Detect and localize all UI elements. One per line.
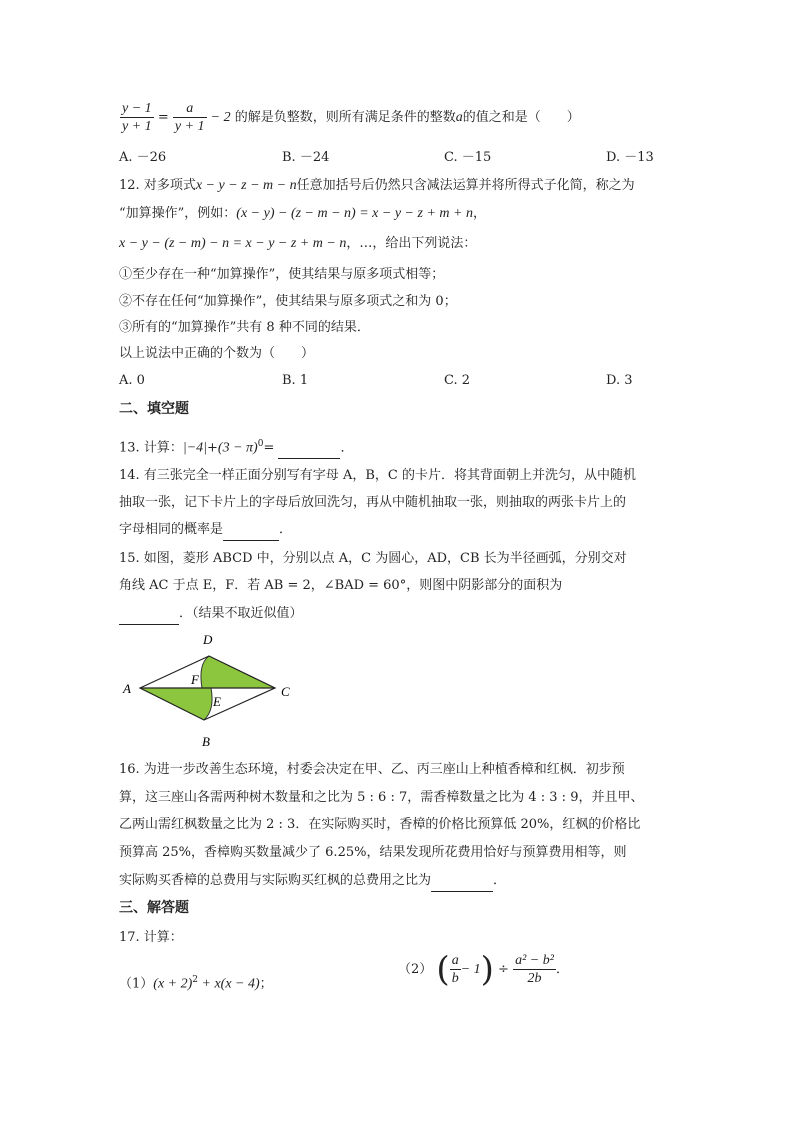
q16-line1: 16. 为进一步改善生态环境，村委会决定在甲、乙、丙三座山上种植香樟和红枫．初步预 [119, 762, 625, 777]
numerator: a² − b² [515, 953, 554, 968]
label-a: A [123, 681, 131, 696]
left-paren: ( [436, 949, 450, 990]
part-label: （1） [119, 976, 154, 992]
q13-line [119, 434, 354, 459]
label-c: C [281, 684, 290, 699]
minus-one: − 1 [460, 962, 481, 977]
q16-line5-text: 实际购买香樟的总费用与实际购买红枫的总费用之比为 [119, 873, 432, 888]
label-b: B [202, 734, 210, 749]
exponent: 0 [257, 439, 264, 449]
q17-title: 17. 计算： [119, 930, 183, 945]
q17-part2 [398, 949, 569, 990]
polynomial: x − y − z − m − n [195, 178, 297, 193]
plus: + [207, 440, 218, 456]
denominator: y + 1 [174, 119, 205, 134]
q15-line1: 15. 如图，菱形 ABCD 中，分别以点 A，C 为圆心，AD，CB 长为半径画弧，分别交对 [119, 551, 627, 566]
answer-blank[interactable] [278, 438, 340, 459]
section-heading-answer: 三、解答题 [119, 900, 189, 916]
minus-two: − 2 [210, 110, 231, 125]
q12-option-b: B. 1 [282, 373, 309, 388]
q12-example2: x − y − (z − m) − n = x − y − z + m − n [119, 236, 347, 251]
part-label: （2） [398, 962, 433, 977]
q14-line2: 抽取一张，记下卡片上的字母后放回洗匀，再从中随机抽取一张，则抽取的两张卡片上的 [119, 495, 627, 510]
answer-blank[interactable] [223, 520, 279, 541]
q12-statement-3: ③所有的“加算操作”共有 8 种不同的结果． [119, 320, 370, 335]
exponent: 2 [192, 975, 199, 985]
question-number: 13. [119, 440, 140, 456]
q11-option-c: C. －15 [444, 150, 492, 165]
q11-text2: 的值之和是（ ） [462, 110, 580, 125]
punct: ． [555, 962, 569, 977]
numerator: y − 1 [122, 101, 152, 116]
q11-equation-line [120, 100, 580, 135]
equals: = [157, 110, 169, 125]
q12-line3 [119, 234, 476, 254]
divide-sign: ÷ [498, 962, 509, 977]
var-a: a [455, 110, 463, 125]
denominator: 2b [527, 971, 542, 986]
label-d: D [203, 632, 213, 647]
fraction [513, 952, 556, 987]
product-term: + x(x − 4) [198, 976, 260, 992]
q12-option-c: C. 2 [444, 373, 471, 388]
label-f: F [191, 672, 199, 687]
q15-line2: 角线 AC 于点 E，F．若 AB = 2，∠BAD = 60°，则图中阴影部分的面积为 [119, 578, 563, 593]
q16-line4: 预算高 25%，香樟购买数量减少了 6.25%，结果发现所花费用恰好与预算费用相等，则 [119, 845, 627, 860]
section-heading-fill-in: 二、填空题 [119, 401, 189, 417]
q11-option-b: B. －24 [282, 150, 330, 165]
q12-line1 [119, 176, 635, 196]
q17-part1 [119, 970, 273, 994]
q12-example1: (x − y) − (z − m − n) = x − y − z + m + n [236, 206, 473, 221]
q12-line3-end: ，…，给出下列说法： [346, 236, 477, 251]
power-base: (3 − π) [217, 440, 258, 456]
q15-line3 [119, 604, 303, 625]
answer-blank[interactable] [431, 871, 493, 892]
q11-text: 的解是负整数，则所有满足条件的整数 [234, 110, 456, 125]
denominator: b [451, 971, 459, 986]
q16-line2: 算，这三座山各需两种树木数量和之比为 5 : 6 : 7，需香樟数量之比为 4 : 3 : 9，并且甲、 [119, 790, 644, 805]
q12-lead: 对多项式 [143, 178, 196, 193]
punct: ， [472, 206, 486, 221]
punct: ． [340, 440, 354, 456]
q12-line2 [119, 204, 486, 224]
equals: = [263, 440, 275, 456]
q12-option-d: D. 3 [606, 373, 633, 388]
q12-line1-rest: 任意加括号后仍然只含减法运算并将所得式子化简，称之为 [296, 178, 635, 193]
rhombus-figure [118, 628, 298, 752]
q12-line2-text: “加算操作”，例如： [119, 206, 237, 221]
squared-term: (x + 2) [153, 976, 193, 992]
answer-blank[interactable] [119, 604, 179, 625]
q12-statement-1: ①至少存在一种“加算操作”，使其结果与原多项式相等； [119, 267, 445, 282]
q12-question: 以上说法中正确的个数为（ ） [119, 346, 315, 361]
q14-line3-text: 字母相同的概率是 [119, 522, 224, 537]
denominator: y + 1 [122, 119, 152, 134]
punct: ． [279, 522, 293, 537]
absolute-value: |−4| [182, 440, 207, 456]
fraction [450, 952, 461, 987]
q14-line1: 14. 有三张完全一样正面分别写有字母 A，B，C 的卡片．将其背面朝上并洗匀，从中随机 [119, 468, 636, 483]
numerator: a [451, 953, 459, 968]
punct: ； [259, 976, 273, 992]
q11-option-a: A. －26 [119, 150, 167, 165]
q15-line3-text: ．（结果不取近似值） [179, 606, 303, 621]
fraction [120, 100, 154, 135]
label-e: E [213, 694, 221, 709]
right-paren: ) [480, 949, 494, 990]
q16-line5 [119, 871, 506, 892]
numerator: a [173, 100, 207, 118]
q11-option-d: D. －13 [606, 150, 654, 165]
fraction [173, 100, 207, 135]
q14-line3 [119, 520, 292, 541]
q13-lead: 计算： [143, 440, 183, 456]
q16-line3: 乙两山需红枫数量之比为 2 : 3．在实际购买时，香樟的价格比预算低 20%，红枫的价格比 [119, 817, 641, 832]
q12-option-a: A. 0 [119, 373, 145, 388]
question-number: 12. [119, 178, 140, 193]
punct: ． [493, 873, 507, 888]
q12-statement-2: ②不存在任何“加算操作”，使其结果与原多项式之和为 0； [119, 294, 457, 309]
